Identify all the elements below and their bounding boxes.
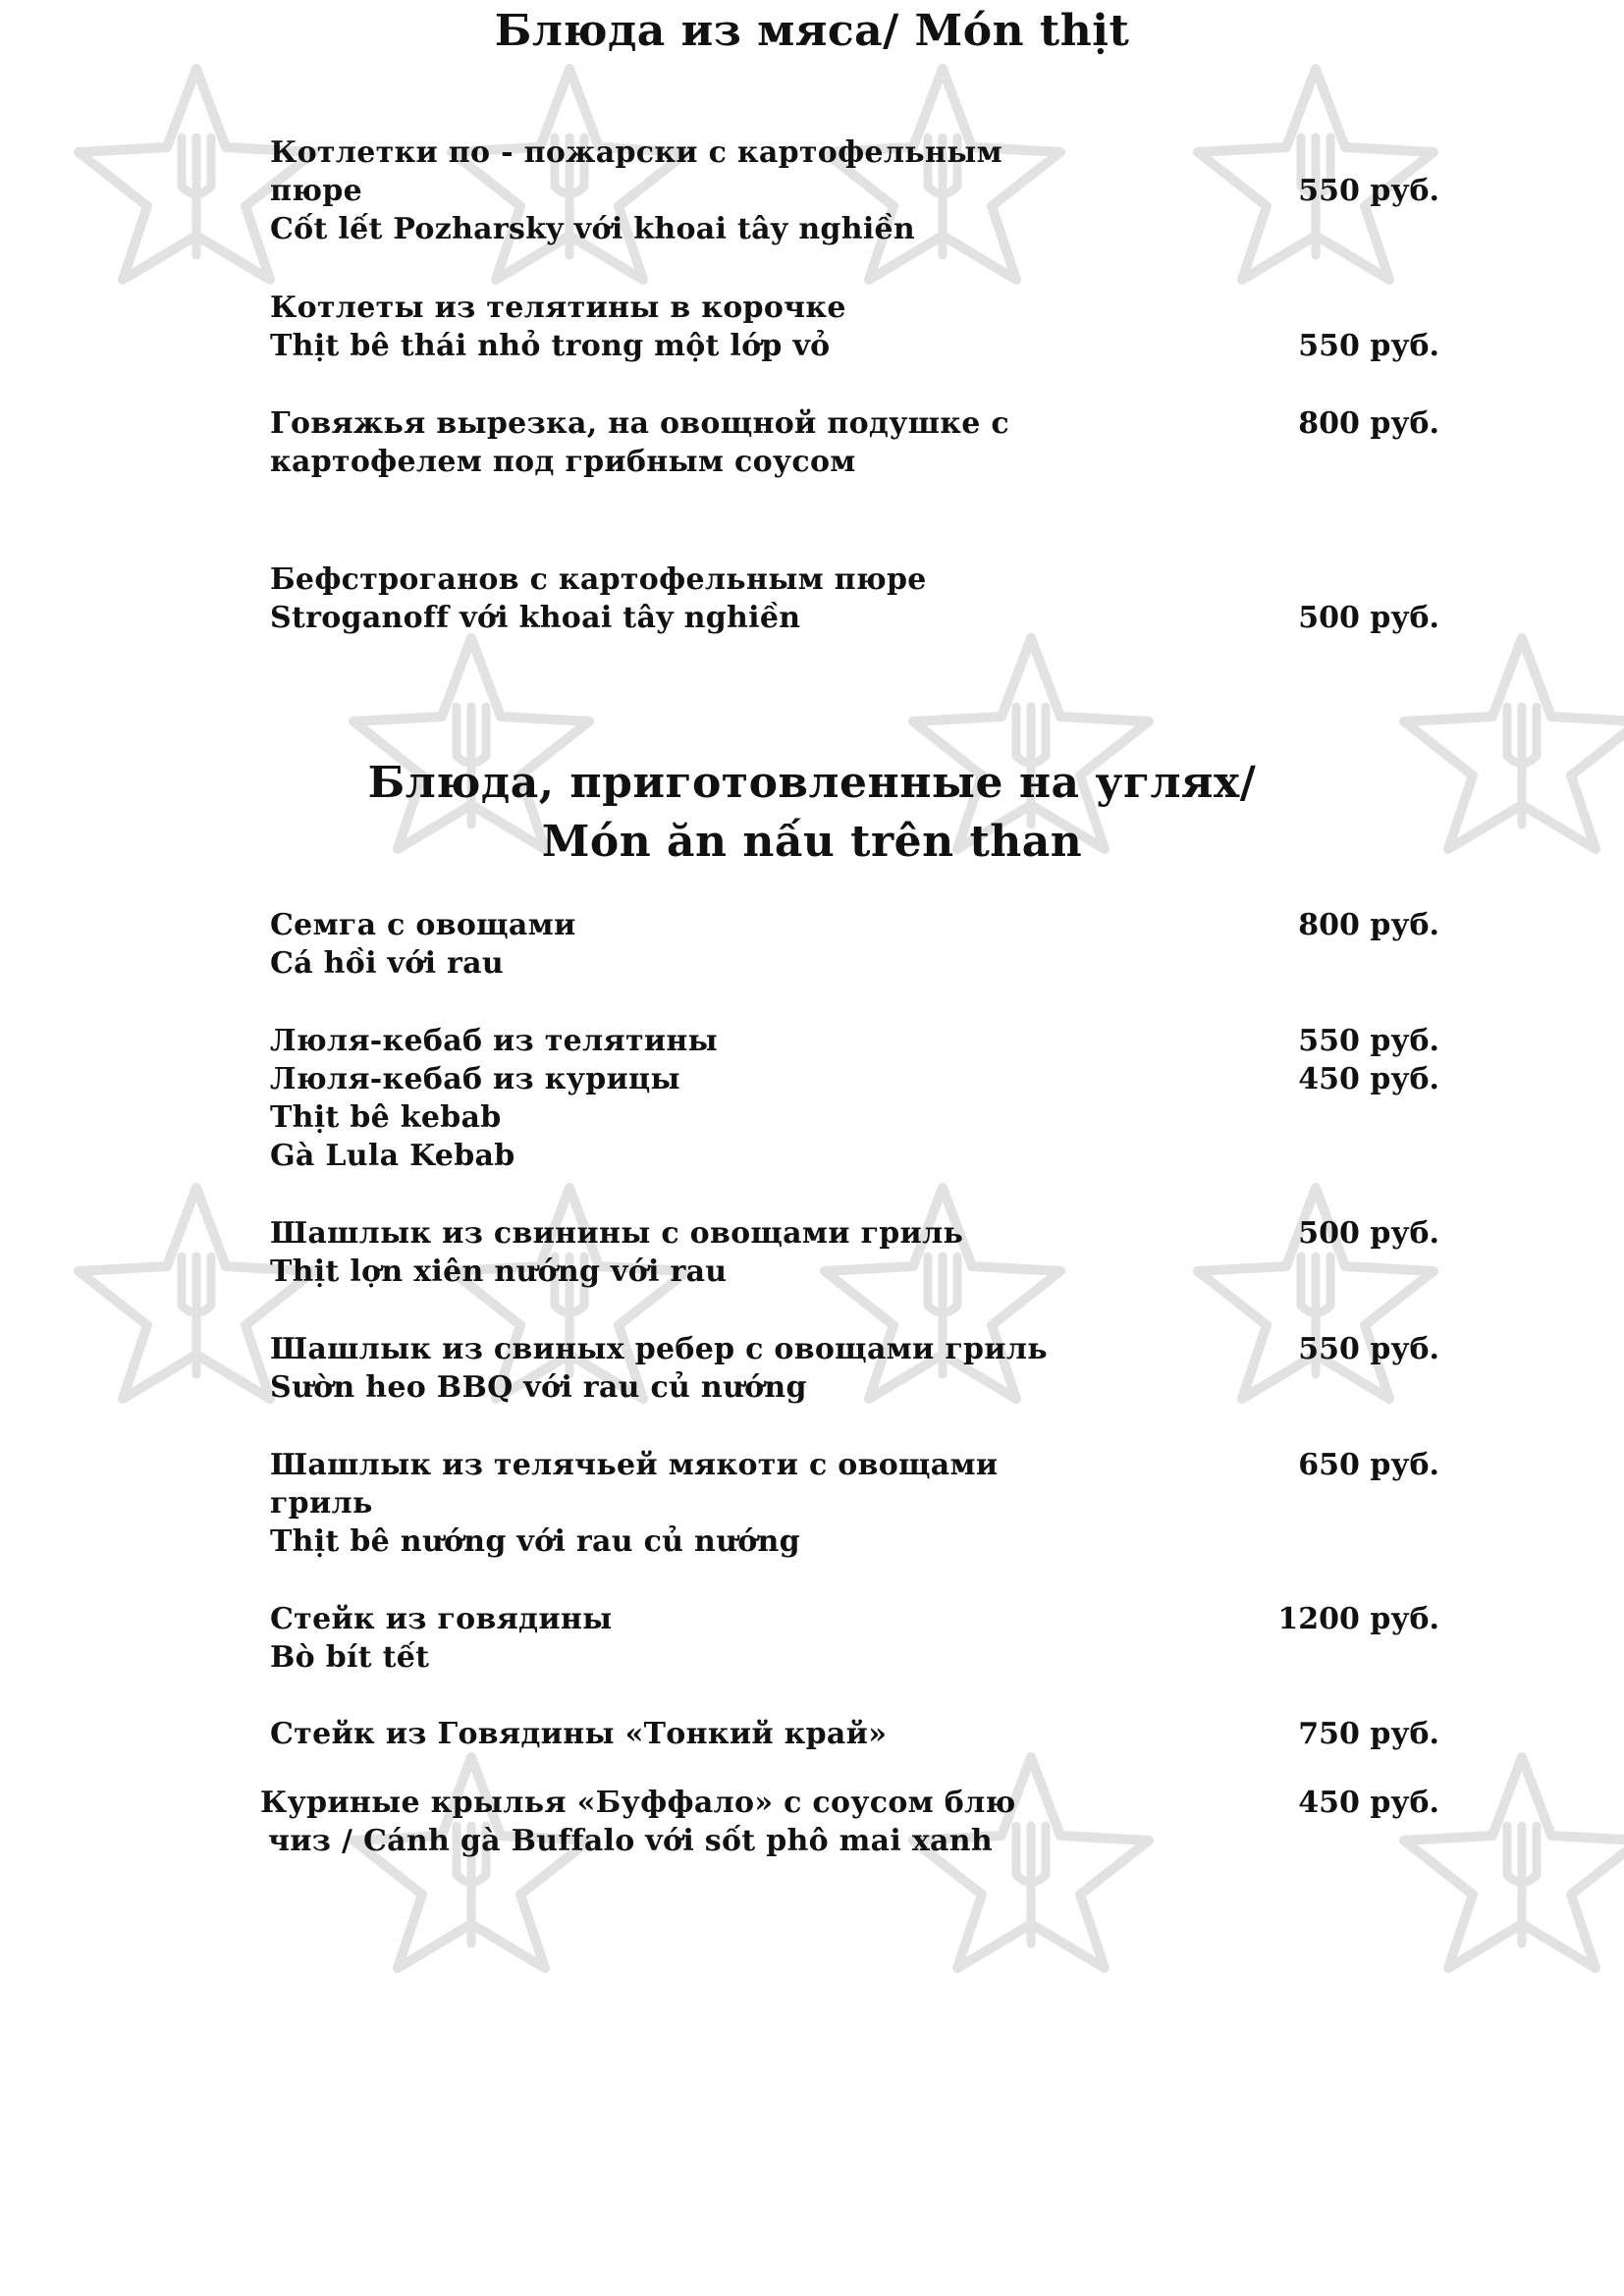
menu-item-price: 800 руб. [1298,406,1439,441]
menu-item-name: Семга с овощами [270,908,576,942]
menu-item-name: картофелем под грибным соусом [270,445,856,479]
menu-item-name: Куриные крылья «Буффало» с соусом блю [260,1786,1016,1820]
menu-item-name: Стейк из говядины [270,1602,613,1636]
menu-item-name: Бефстроганов с картофельным пюре [270,562,927,597]
menu-item-translation: Stroganoff với khoai tây nghiền [270,601,801,635]
menu-item-name: Котлеты из телятины в корочке [270,291,846,325]
menu-item-name: Люля-кебаб из телятины [270,1024,719,1058]
menu-item-translation: Gà Lula Kebab [270,1139,515,1173]
menu-item-price: 650 руб. [1298,1448,1439,1482]
menu-item-price: 450 руб. [1298,1062,1439,1096]
menu-item-name: Люля-кебаб из курицы [270,1062,680,1096]
menu-item-price: 550 руб. [1298,1024,1439,1058]
menu-item-name: гриль [270,1486,373,1521]
menu-item-translation: Sườn heo BBQ với rau củ nướng [270,1370,807,1405]
menu-item-price: 800 руб. [1298,908,1439,942]
menu-item-translation: Bò bít tết [270,1640,430,1675]
watermark-star-fork-icon [1394,1747,1624,1973]
section-title-grill: Блюда, приготовленные на углях/ [367,758,1257,808]
menu-item-translation: Cốt lết Pozharsky với khoai tây nghiền [270,212,916,246]
menu-item-price: 550 руб. [1298,329,1439,363]
menu-item-name: Стейк из Говядины «Тонкий край» [270,1717,888,1751]
section-title-meat: Блюда из мяса/ Món thịt [494,6,1130,56]
menu-item-name: чиз / Cánh gà Buffalo với sốt phô mai xanh [268,1824,994,1858]
menu-item-name: пюре [270,174,362,208]
menu-item-price: 550 руб. [1298,1332,1439,1366]
menu-item-price: 750 руб. [1298,1717,1439,1751]
menu-item-name: Котлетки по - пожарски с картофельным [270,135,1002,170]
menu-item-translation: Thịt bê kebab [270,1100,502,1135]
menu-item-translation: Thịt lợn xiên nướng với rau [270,1255,728,1289]
menu-item-name: Шашлык из свинины с овощами гриль [270,1216,964,1251]
menu-item-price: 1200 руб. [1277,1602,1439,1636]
menu-item-price: 500 руб. [1298,601,1439,635]
menu-item-name: Шашлык из телячьей мякоти с овощами [270,1448,999,1482]
menu-item-price: 550 руб. [1298,174,1439,208]
watermark-star-fork-icon [815,1178,1070,1404]
menu-item-name: Говяжья вырезка, на овощной подушке с [270,406,1009,441]
watermark-star-fork-icon [1188,1178,1443,1404]
menu-item-name: Шашлык из свиных ребер с овощами гриль [270,1332,1048,1366]
menu-item-translation: Thịt bê thái nhỏ trong một lớp vỏ [270,329,831,363]
section-title-grill-translation: Món ăn nấu trên than [541,817,1083,867]
menu-item-price: 500 руб. [1298,1216,1439,1251]
menu-item-translation: Thịt bê nướng với rau củ nướng [270,1524,800,1559]
menu-item-price: 450 руб. [1298,1786,1439,1820]
menu-item-translation: Cá hồi với rau [270,946,504,981]
